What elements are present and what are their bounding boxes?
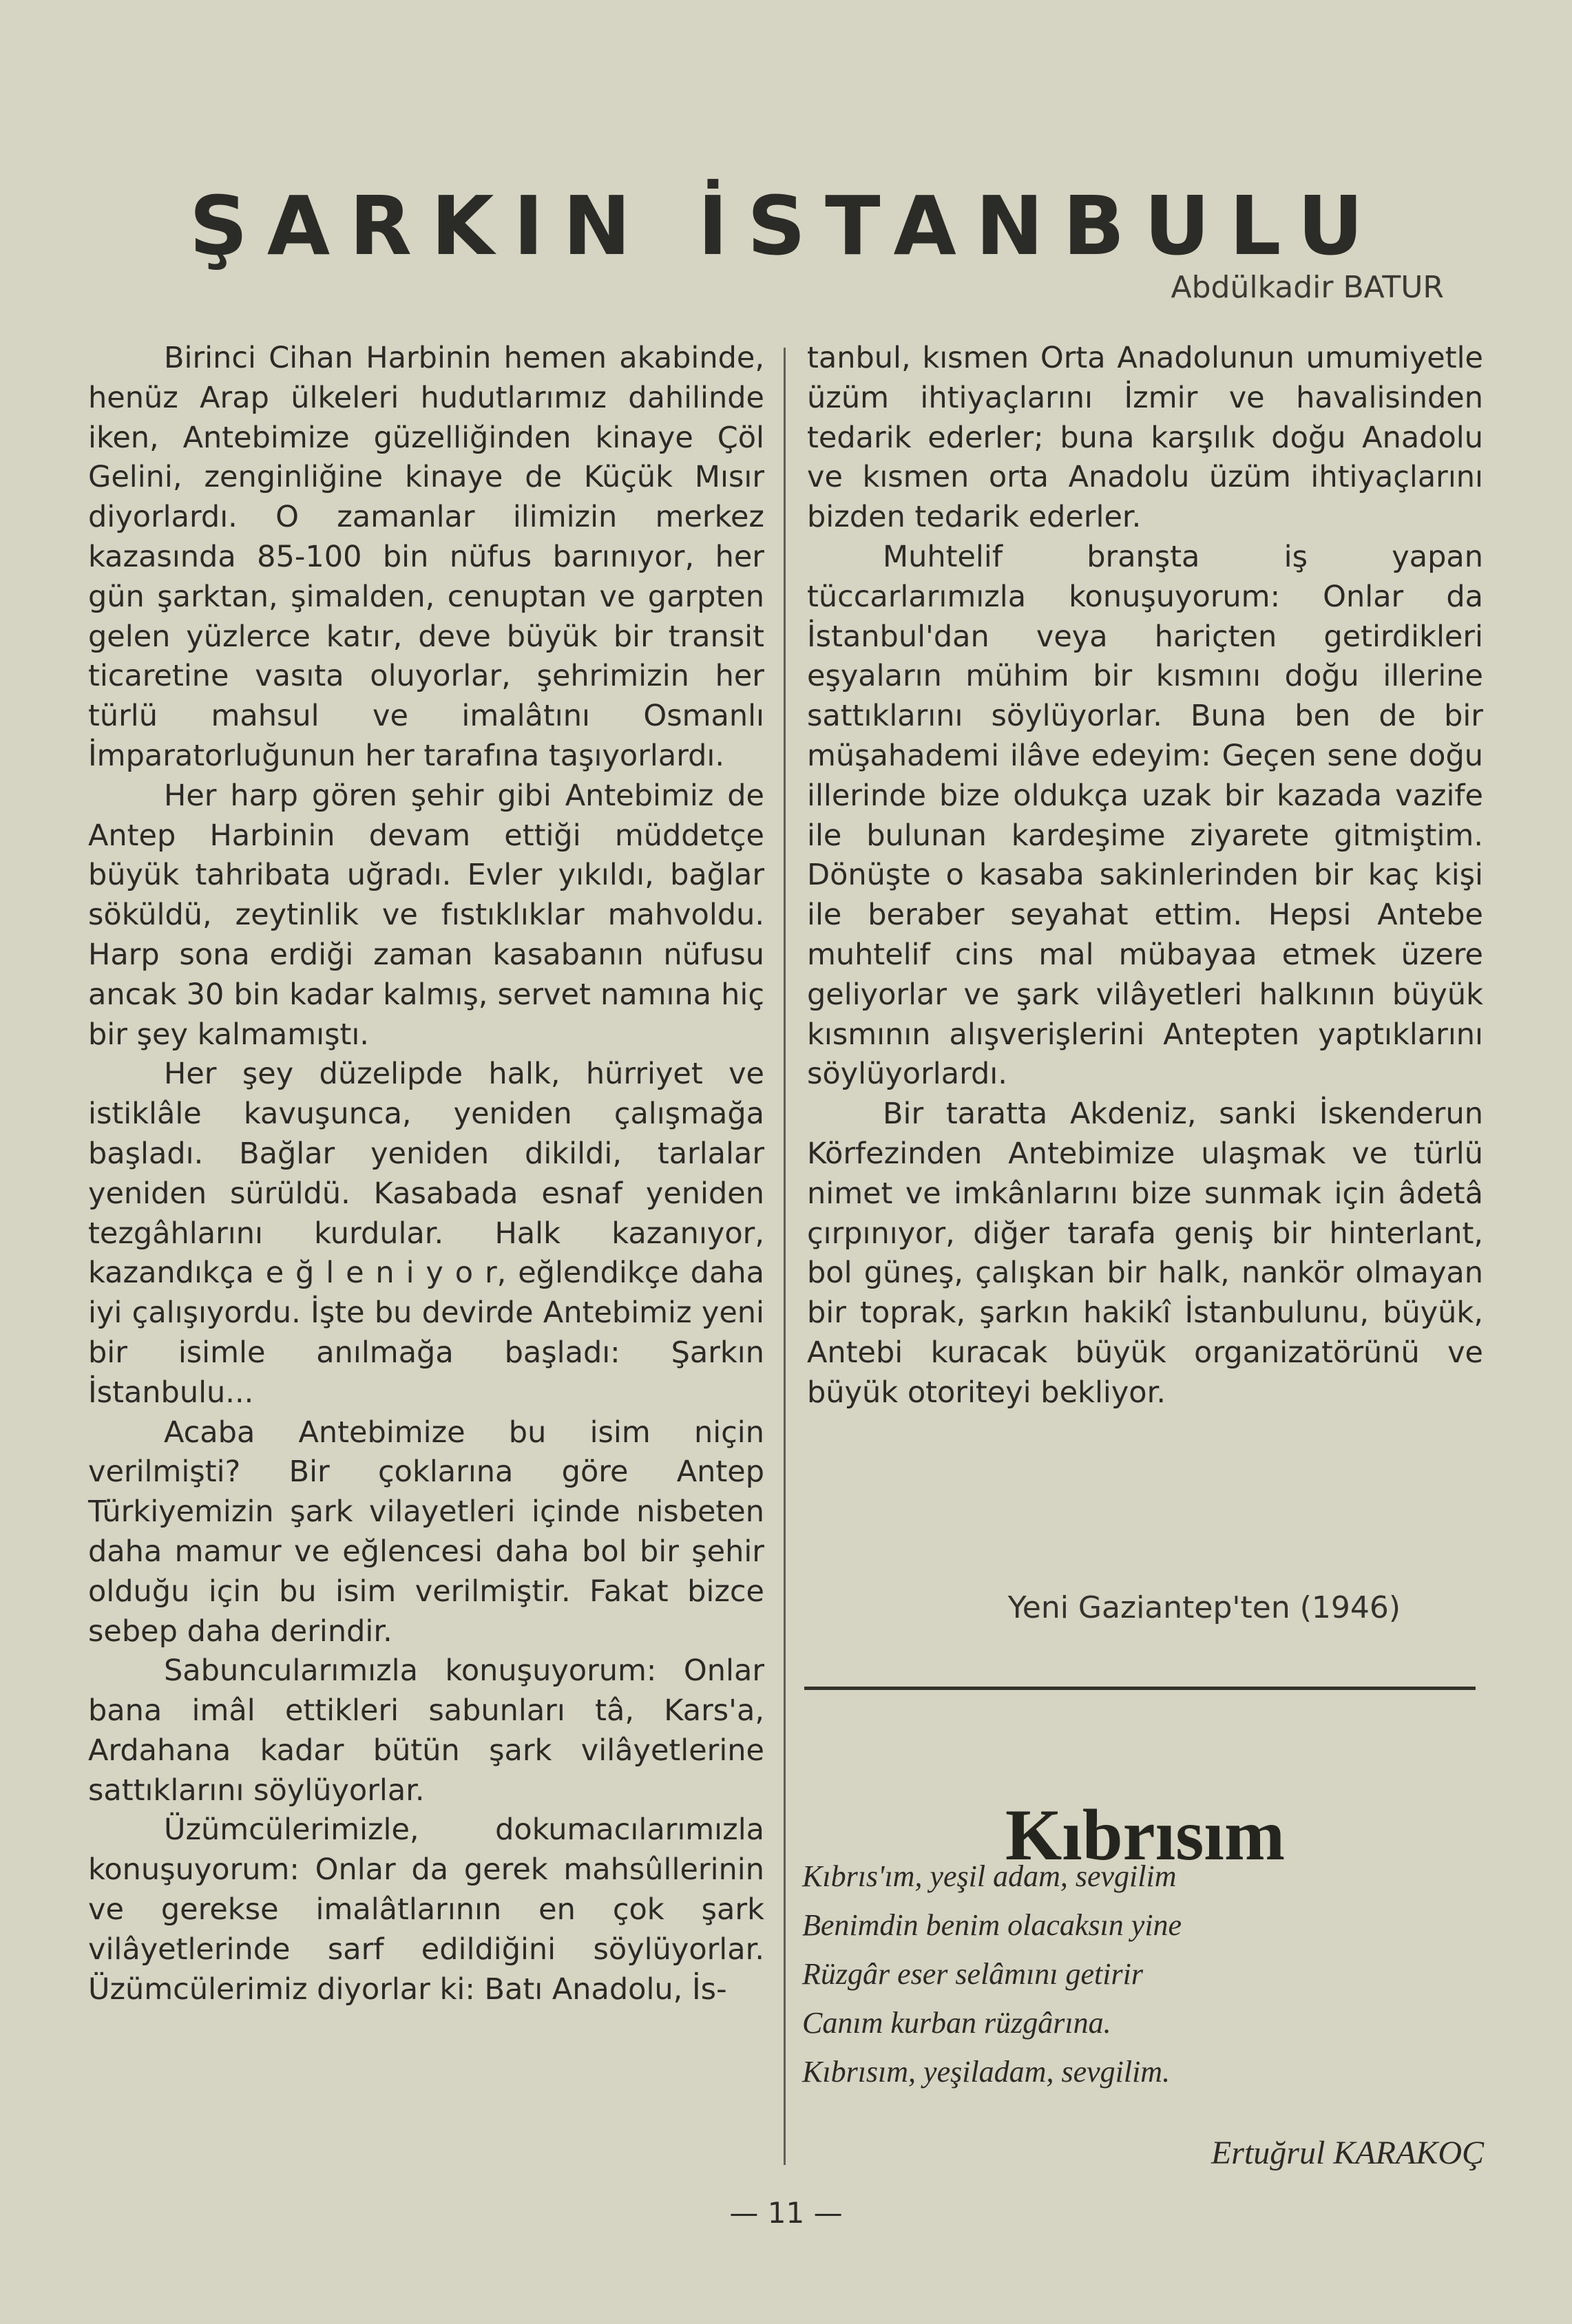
paragraph: Her harp gören şehir gibi Antebimiz de Antep Harbinin devam ettiği müddetçe büyük tahribata uğradı. Evler yıkıldı, bağlar söküldü, zeytinlik ve fıstıklıklar mahvoldu. Harp sona erdiği zaman kasabanın nüfusu ancak 30 bin kadar kalmış, servet namına hiç bir şey kalmamıştı. <box>88 778 764 1052</box>
poem-line: Kıbrısım, yeşiladam, sevgilim. <box>802 2055 1171 2089</box>
article-source: Yeni Gaziantep'ten (1946) <box>1007 1590 1401 1625</box>
poem-line: Canım kurban rüzgârına. <box>802 2006 1111 2040</box>
column-divider <box>784 348 786 2165</box>
paragraph: Sabuncularımızla konuşuyorum: Onlar bana imâl ettikleri sabunları tâ, Kars'a, Ardahana kadar bütün şark vilâyetlerine sattıklarını söylüyorlar. <box>88 1654 764 1808</box>
poem-line: Benimdin benim olacaksın yine <box>802 1908 1182 1942</box>
left-column <box>88 339 764 2009</box>
paragraph: Üzümcülerimizle, dokumacılarımızla konuşuyorum: Onlar da gerek mahsûllerinin ve gerekse imalâtlarının en çok şark vilâyetlerinde sarf edildiğini söylüyorlar. Üzümcülerimiz diyorlar ki: Batı Anadolu, İs- <box>88 1813 764 2007</box>
poem-title: Kıbrısım <box>1005 1794 1286 1875</box>
section-rule <box>804 1687 1476 1690</box>
right-column <box>807 339 1483 1413</box>
poem-author: Ertuğrul KARAKOÇ <box>1211 2135 1484 2171</box>
poem-line: Rüzgâr eser selâmını getirir <box>802 1957 1143 1991</box>
paragraph: Birinci Cihan Harbinin hemen akabinde, henüz Arap ülkeleri hudutlarımız dahilinde iken, Antebimize güzelliğinden kinaye Çöl Gelini, zenginliğine kinaye de Küçük Mısır diyorlardı. O zamanlar ilimizin merkez kazasında 85-100 bin nüfus barınıyor, her gün şarktan, şimalden, cenuptan ve garpten gelen yüzlerce katır, deve büyük bir transit ticaretine vasıta oluyorlar, şehrimizin her türlü mahsul ve imalâtını Osmanlı İmparatorluğunun her tarafına taşıyorlardı. <box>88 341 764 773</box>
article-title: ŞARKIN İSTANBULU <box>189 178 1383 274</box>
paragraph: Her şey düzelipde halk, hürriyet ve istiklâle kavuşunca, yeniden çalışmağa başladı. Bağlar yeniden dikildi, tarlalar yeniden sürüldü. Kasabada esnaf yeniden tezgâhlarını kurdular. Halk kazanıyor, kazandıkça e ğ l e n i y o r, eğlendikçe daha iyi çalışıyordu. İşte bu devirde Antebimiz yeni bir isimle anılmağa başladı: Şarkın İstanbulu... <box>88 1057 764 1410</box>
paragraph: Bir taratta Akdeniz, sanki İskenderun Körfezinden Antebimize ulaşmak ve türlü nimet ve imkânlarını bize sunmak için âdetâ çırpınıyor, diğer tarafa geniş bir hinterlant, bol güneş, çalışkan bir halk, nankör olmayan bir toprak, şarkın hakikî İstanbulunu, büyük, Antebi kuracak büyük organizatörünü ve büyük otoriteyi bekliyor. <box>807 1097 1483 1410</box>
poem-body <box>802 1852 1491 2096</box>
paragraph: Acaba Antebimize bu isim niçin verilmişti? Bir çoklarına göre Antep Türkiyemizin şark vilayetleri içinde nisbeten daha mamur ve eğlencesi daha bol bir şehir olduğu için bu isim verilmiştir. Fakat bizce sebep daha derindir. <box>88 1415 764 1649</box>
paragraph: Muhtelif branşta iş yapan tüccarlarımızla konuşuyorum: Onlar da İstanbul'dan veya hariçten getirdikleri eşyaların mühim bir kısmını doğu illerine sattıklarını söylüyorlar. Buna ben de bir müşahademi ilâve edeyim: Geçen sene doğu illerinde bize oldukça uzak bir kazada vazife ile bulunan kardeşime ziyarete gitmiştim. Dönüşte o kasaba sakinlerinden bir kaç kişi ile beraber seyahat ettim. Hepsi Antebe muhtelif cins mal mübayaa etmek üzere geliyorlar ve şark vilâyetleri halkının büyük kısmının alışverişlerini Antepten yaptıklarını söylüyorlardı. <box>807 539 1483 1092</box>
page-number: — 11 — <box>729 2196 843 2230</box>
paragraph-continued: tanbul, kısmen Orta Anadolunun umumiyetle üzüm ihtiyaçlarını İzmir ve havalisinden tedarik ederler; buna karşılık doğu Anadolu ve kısmen orta Anadolu üzüm ihtiyaçlarını bizden tedarik ederler. <box>807 341 1483 535</box>
article-author: Abdülkadir BATUR <box>1171 270 1444 305</box>
poem-line: Kıbrıs'ım, yeşil adam, sevgilim <box>802 1859 1177 1893</box>
